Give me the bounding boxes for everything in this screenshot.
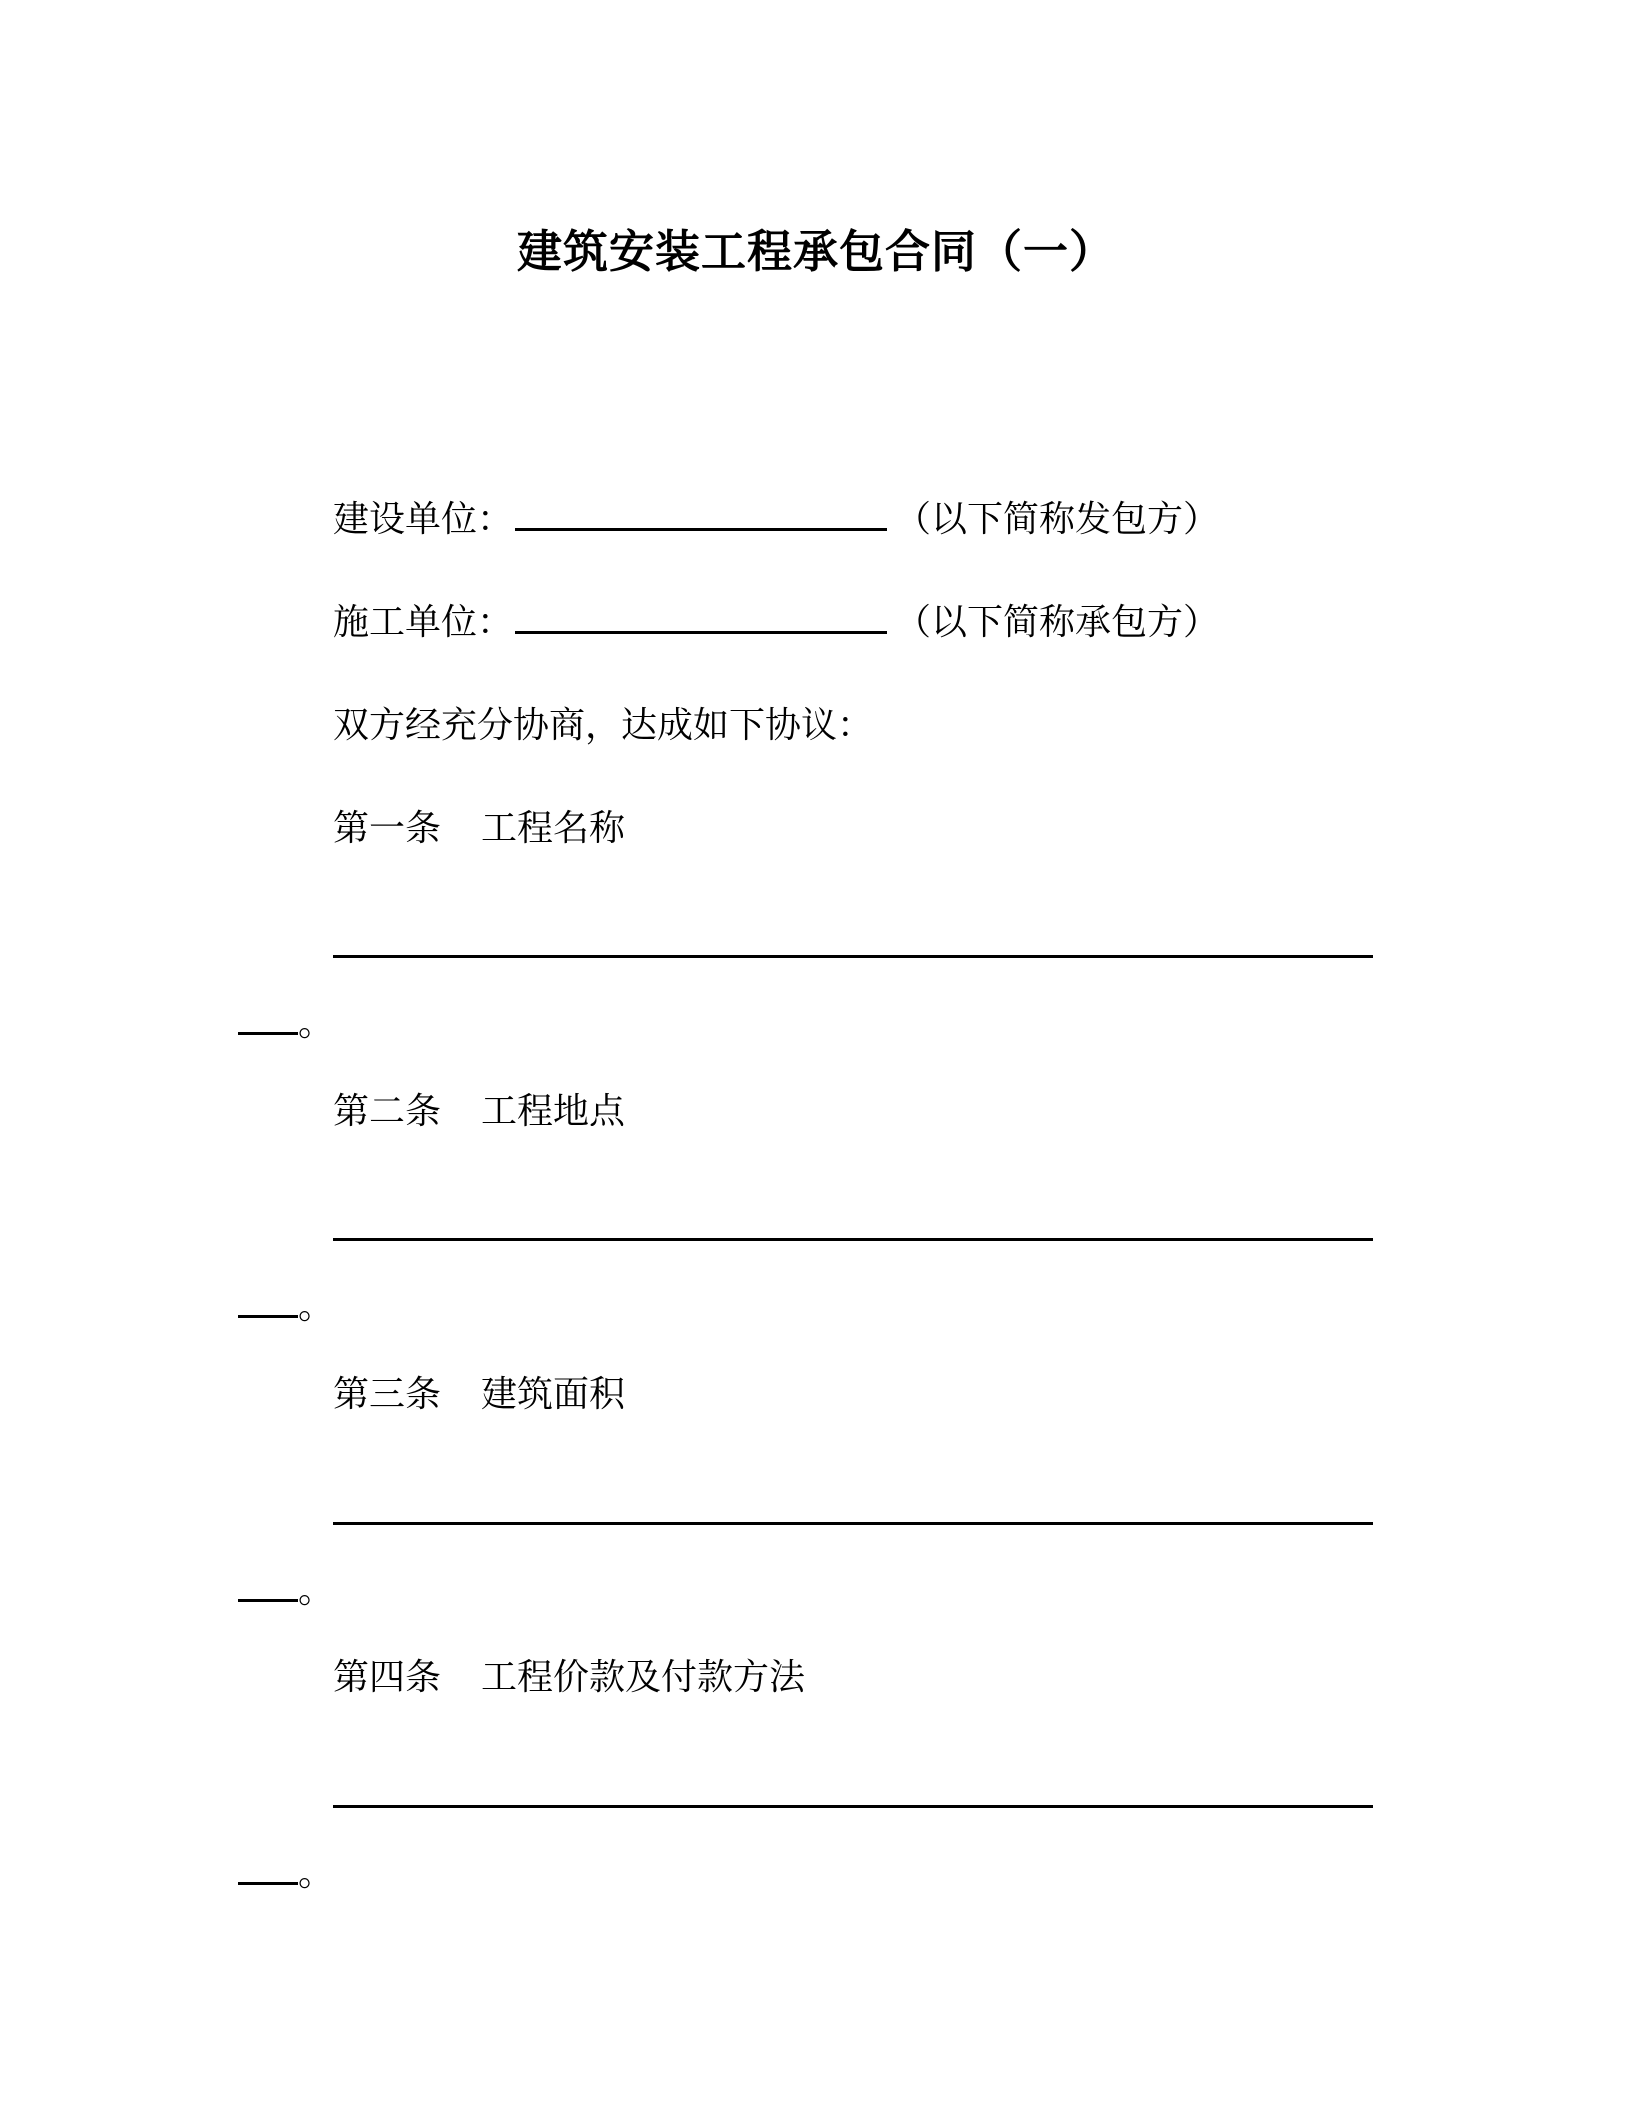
document-title: 建筑安装工程承包合同（一） xyxy=(516,225,1115,278)
article-1-blank-end xyxy=(238,1000,334,1048)
article-3-blank-line[interactable] xyxy=(333,1522,1373,1525)
owner-blank[interactable] xyxy=(515,498,887,531)
intro-text: 双方经充分协商，达成如下协议： xyxy=(333,705,874,746)
owner-suffix: （以下简称发包方） xyxy=(895,499,1220,540)
owner-label: 建设单位： xyxy=(333,499,514,540)
article-4-blank-line[interactable] xyxy=(333,1805,1373,1808)
article-4-blank-stub[interactable] xyxy=(238,1854,298,1885)
article-4-heading xyxy=(333,1654,805,1702)
article-4-title: 工程价款及付款方法 xyxy=(481,1657,806,1698)
article-3-number: 第三条 xyxy=(333,1374,442,1415)
article-3-period: 。 xyxy=(298,1570,335,1611)
owner-line xyxy=(333,496,1219,544)
article-4-number: 第四条 xyxy=(333,1657,442,1698)
article-2-blank-end xyxy=(238,1283,334,1331)
article-1-heading xyxy=(333,805,625,853)
contractor-line xyxy=(333,599,1219,647)
contractor-label: 施工单位： xyxy=(333,602,514,643)
article-1-title: 工程名称 xyxy=(481,808,626,849)
article-4-blank-end xyxy=(238,1850,334,1898)
article-1-blank-line[interactable] xyxy=(333,955,1373,958)
contractor-blank[interactable] xyxy=(515,601,887,634)
contractor-suffix: （以下简称承包方） xyxy=(895,602,1220,643)
article-3-heading xyxy=(333,1371,625,1419)
article-4-period: 。 xyxy=(298,1853,335,1894)
article-2-period: 。 xyxy=(298,1286,335,1327)
article-2-title: 工程地点 xyxy=(481,1091,626,1132)
article-1-period: 。 xyxy=(298,1003,335,1044)
article-1-number: 第一条 xyxy=(333,808,442,849)
article-2-blank-line[interactable] xyxy=(333,1238,1373,1241)
article-2-heading xyxy=(333,1088,625,1136)
article-2-number: 第二条 xyxy=(333,1091,442,1132)
article-3-blank-stub[interactable] xyxy=(238,1571,298,1602)
article-3-blank-end xyxy=(238,1567,334,1615)
article-1-blank-stub[interactable] xyxy=(238,1004,298,1035)
article-2-blank-stub[interactable] xyxy=(238,1287,298,1318)
article-3-title: 建筑面积 xyxy=(481,1374,626,1415)
